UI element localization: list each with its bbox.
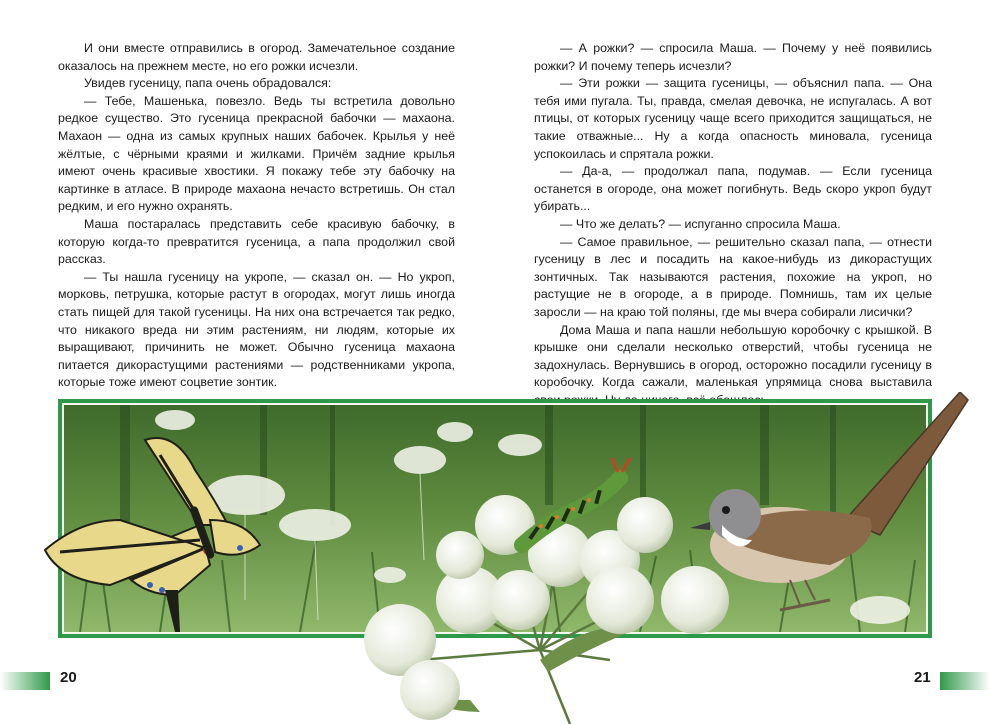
paragraph: — Самое правильное, — решительно сказал папа, — отнести гусеницу в лес и посадить на какое-нибудь из дикорастущих зонтичных. Так называются растения, похожие на укроп, но растущие не в огороде, а в природе. Помнишь, там их целые заросли — на краю той поляны, где мы вчера собирали лисички?: [534, 234, 932, 319]
paragraph: — Да-а, — продолжал папа, подумав. — Если гусеница останется в огороде, она может погибнуть. Ведь скоро укроп будут убирать...: [534, 164, 932, 214]
paragraph: Увидев гусеницу, папа очень обрадовался:: [84, 76, 332, 91]
right-page-text: [534, 40, 932, 409]
page-number-left: 20: [60, 669, 77, 686]
flower-head: [586, 566, 654, 634]
flower-head: [661, 566, 729, 634]
page-strip-left: [0, 672, 50, 690]
paragraph: — Ты нашла гусеницу на укропе, — сказал он. — Но укроп, морковь, петрушка, которые растут в огородах, могут лишь иногда стать пищей для такой гусеницы. На них она встречается так редко, что никакого вреда ни этим растениям, ни людям, которые их выращивают, причинить не может. Обычно гусеница махаона питается дикорастущими растениями — родственниками укропа, которые тоже имеют соцветие зонтик.: [58, 269, 455, 390]
flower-head: [436, 531, 484, 579]
flower-head: [400, 660, 460, 720]
paragraph: — А рожки? — спросила Маша. — Почему у неё появились рожки? И почему теперь исчезли?: [534, 41, 932, 73]
paragraph: И они вместе отправились в огород. Замечательное создание оказалось на прежнем месте, но его рожки исчезли.: [58, 41, 455, 73]
paragraph: Дома Маша и папа нашли небольшую коробочку с крышкой. В крышке они сделали несколько отверстий, чтобы гусеница не задохнулась. Вернувшись в огород, осторожно посадили гусеницу в коробочку. Когда сажали, маленькая упрямица снова выставила: [534, 322, 932, 390]
left-page-text: [58, 40, 455, 392]
paragraph: — Эти рожки — защита гусеницы, — объяснил папа. — Она тебя ими пугала. Ты, правда, смелая девочка, не испугалась. А вот птицы, от которых гусеницу чаще всего приходится защищаться, не такие отважные... Ну а когда опасность миновала, гусеница успокоилась и спрятала рожки.: [534, 76, 932, 161]
paragraph: — Что же делать? — испуганно спросила Маша.: [560, 216, 841, 231]
paragraph: — Тебе, Машенька, повезло. Ведь ты встретила довольно редкое существо. Это гусеница прекрасной бабочки — махаона. Махаон — одна из самых крупных наших бабочек. Крылья у неё жёлтые, с чёрными краями и жилками. Причём задние крылья имеют очень красивые хвостики. Я покажу тебе эту бабочку на картинке в атласе. В природе махаона нечасто встретишь. Он стал редким, и его нужно охранять.: [58, 93, 455, 214]
page-number-right: 21: [914, 669, 931, 686]
page-strip-right: [940, 672, 990, 690]
paragraph: Маша постаралась представить себе красивую бабочку, в которую когда-то превратится гусеница, а папа продолжил свой рассказ.: [58, 216, 455, 267]
flower-head: [617, 497, 673, 553]
meadow-illustration: [0, 392, 990, 724]
